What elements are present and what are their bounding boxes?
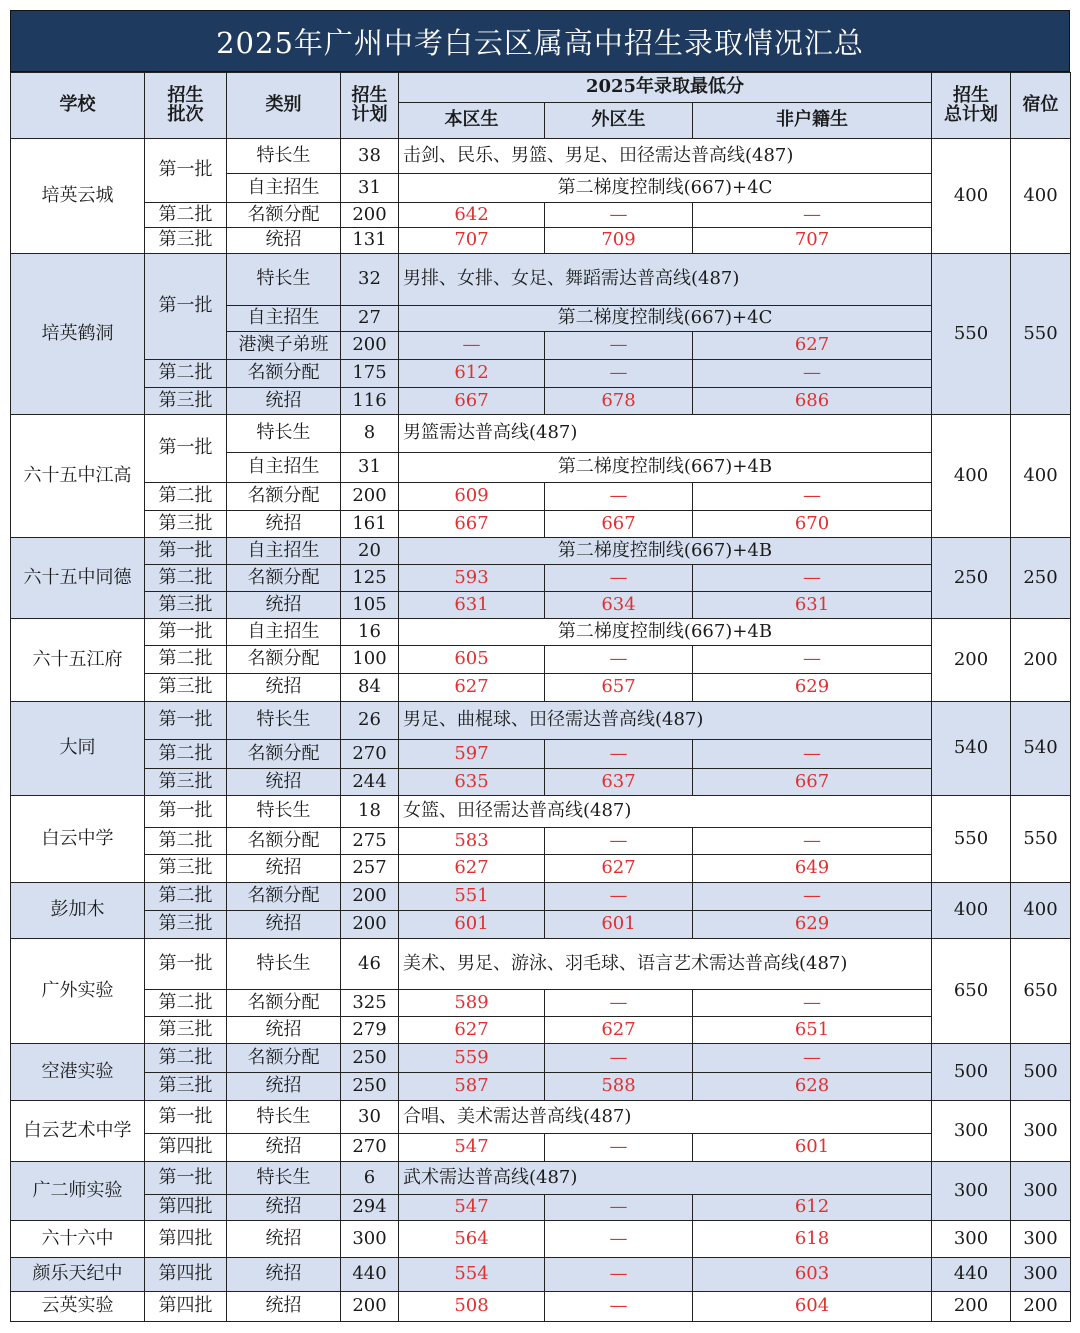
dorm-cell: 400 (1011, 139, 1071, 254)
category-cell: 名额分配 (227, 828, 341, 855)
total-plan-cell: 200 (932, 619, 1011, 702)
plan-cell: 250 (341, 1044, 399, 1073)
score-non-resident-cell: 604 (693, 1292, 932, 1322)
category-cell: 特长生 (227, 939, 341, 990)
score-other-district-cell: — (545, 646, 693, 674)
school-name-cell: 白云中学 (11, 796, 145, 883)
category-cell: 名额分配 (227, 203, 341, 228)
category-cell: 名额分配 (227, 883, 341, 911)
category-cell: 统招 (227, 1292, 341, 1322)
batch-cell: 第一批 (145, 1162, 227, 1195)
plan-cell: 270 (341, 1134, 399, 1162)
plan-cell: 440 (341, 1258, 399, 1292)
requirement-note-cell: 美术、男足、游泳、羽毛球、语言艺术需达普高线(487) (399, 939, 932, 990)
score-local-cell: 627 (399, 1017, 545, 1044)
batch-cell: 第一批 (145, 254, 227, 360)
score-non-resident-cell: 628 (693, 1073, 932, 1101)
category-cell: 名额分配 (227, 1044, 341, 1073)
category-cell: 名额分配 (227, 565, 341, 592)
dorm-cell: 300 (1011, 1221, 1071, 1258)
plan-cell: 116 (341, 388, 399, 415)
table-row (11, 1195, 1071, 1221)
batch-cell: 第一批 (145, 702, 227, 740)
plan-cell: 18 (341, 796, 399, 828)
score-local-cell: 583 (399, 828, 545, 855)
category-cell: 统招 (227, 855, 341, 883)
total-plan-cell: 250 (932, 538, 1011, 619)
plan-cell: 46 (341, 939, 399, 990)
table-row (11, 1221, 1071, 1258)
school-name-cell: 白云艺术中学 (11, 1101, 145, 1162)
category-cell: 名额分配 (227, 740, 341, 769)
plan-cell: 32 (341, 254, 399, 306)
table-row (11, 855, 1071, 883)
score-other-district-cell: — (545, 828, 693, 855)
plan-cell: 100 (341, 646, 399, 674)
plan-cell: 27 (341, 306, 399, 332)
batch-cell: 第一批 (145, 415, 227, 483)
dorm-cell: 300 (1011, 1258, 1071, 1292)
total-plan-cell: 500 (932, 1044, 1011, 1101)
category-cell: 名额分配 (227, 990, 341, 1017)
dorm-cell: 540 (1011, 702, 1071, 796)
score-non-resident-cell: 667 (693, 769, 932, 796)
plan-cell: 270 (341, 740, 399, 769)
score-non-resident-cell: — (693, 360, 932, 388)
table-row (11, 911, 1071, 939)
score-other-district-cell: — (545, 1292, 693, 1322)
table-header (11, 73, 1071, 139)
requirement-note-cell: 合唱、美术需达普高线(487) (399, 1101, 932, 1134)
score-non-resident-cell: 670 (693, 511, 932, 538)
plan-cell: 30 (341, 1101, 399, 1134)
page-title: 2025年广州中考白云区属高中招生录取情况汇总 (10, 10, 1070, 72)
plan-cell: 20 (341, 538, 399, 565)
plan-cell: 200 (341, 483, 399, 511)
col-header-plan: 招生 计划 (341, 73, 399, 139)
batch-cell: 第三批 (145, 1017, 227, 1044)
batch-cell: 第一批 (145, 619, 227, 646)
plan-cell: 175 (341, 360, 399, 388)
dorm-cell: 200 (1011, 619, 1071, 702)
dorm-cell: 550 (1011, 796, 1071, 883)
score-local-cell: 667 (399, 388, 545, 415)
requirement-note-cell: 第二梯度控制线(667)+4B (399, 619, 932, 646)
batch-cell: 第二批 (145, 1044, 227, 1073)
category-cell: 特长生 (227, 139, 341, 174)
category-cell: 特长生 (227, 702, 341, 740)
total-plan-cell: 400 (932, 883, 1011, 939)
table-row (11, 592, 1071, 619)
score-non-resident-cell: — (693, 828, 932, 855)
batch-cell: 第一批 (145, 796, 227, 828)
score-local-cell: 554 (399, 1258, 545, 1292)
batch-cell: 第三批 (145, 511, 227, 538)
school-name-cell: 广外实验 (11, 939, 145, 1044)
category-cell: 统招 (227, 1134, 341, 1162)
score-non-resident-cell: — (693, 646, 932, 674)
category-cell: 自主招生 (227, 306, 341, 332)
col-header-dorm: 宿位 (1011, 73, 1071, 139)
category-cell: 特长生 (227, 796, 341, 828)
score-local-cell: 627 (399, 855, 545, 883)
col-header-school: 学校 (11, 73, 145, 139)
dorm-cell: 400 (1011, 415, 1071, 538)
col-header-minscore: 2025年录取最低分 (399, 73, 932, 103)
score-local-cell: — (399, 332, 545, 360)
table-row (11, 769, 1071, 796)
requirement-note-cell: 武术需达普高线(487) (399, 1162, 932, 1195)
table-row (11, 565, 1071, 592)
category-cell: 名额分配 (227, 483, 341, 511)
plan-cell: 31 (341, 174, 399, 203)
score-non-resident-cell: — (693, 483, 932, 511)
category-cell: 自主招生 (227, 619, 341, 646)
batch-cell: 第三批 (145, 228, 227, 254)
score-other-district-cell: 709 (545, 228, 693, 254)
plan-cell: 250 (341, 1073, 399, 1101)
total-plan-cell: 550 (932, 796, 1011, 883)
requirement-note-cell: 击剑、民乐、男篮、男足、田径需达普高线(487) (399, 139, 932, 174)
table-row (11, 415, 1071, 453)
school-name-cell: 六十五中同德 (11, 538, 145, 619)
col-header-non-resident: 非户籍生 (693, 103, 932, 139)
requirement-note-cell: 第二梯度控制线(667)+4B (399, 538, 932, 565)
dorm-cell: 300 (1011, 1162, 1071, 1221)
score-local-cell: 642 (399, 203, 545, 228)
score-other-district-cell: — (545, 483, 693, 511)
score-local-cell: 667 (399, 511, 545, 538)
score-non-resident-cell: — (693, 203, 932, 228)
batch-cell: 第三批 (145, 388, 227, 415)
total-plan-cell: 300 (932, 1101, 1011, 1162)
school-name-cell: 空港实验 (11, 1044, 145, 1101)
total-plan-cell: 300 (932, 1221, 1011, 1258)
score-non-resident-cell: — (693, 990, 932, 1017)
category-cell: 统招 (227, 674, 341, 702)
table-row (11, 796, 1071, 828)
batch-cell: 第四批 (145, 1195, 227, 1221)
batch-cell: 第二批 (145, 483, 227, 511)
table-row (11, 360, 1071, 388)
total-plan-cell: 300 (932, 1162, 1011, 1221)
score-local-cell: 612 (399, 360, 545, 388)
requirement-note-cell: 第二梯度控制线(667)+4C (399, 306, 932, 332)
dorm-cell: 550 (1011, 254, 1071, 415)
score-non-resident-cell: 707 (693, 228, 932, 254)
requirement-note-cell: 男排、女排、女足、舞蹈需达普高线(487) (399, 254, 932, 306)
table-row (11, 1044, 1071, 1073)
dorm-cell: 200 (1011, 1292, 1071, 1322)
admission-table (10, 72, 1071, 1322)
category-cell: 特长生 (227, 1101, 341, 1134)
plan-cell: 31 (341, 453, 399, 483)
score-other-district-cell: 601 (545, 911, 693, 939)
table-row (11, 203, 1071, 228)
score-local-cell: 547 (399, 1195, 545, 1221)
category-cell: 统招 (227, 228, 341, 254)
score-non-resident-cell: — (693, 883, 932, 911)
table-row (11, 538, 1071, 565)
score-non-resident-cell: 651 (693, 1017, 932, 1044)
score-other-district-cell: — (545, 1221, 693, 1258)
score-other-district-cell: — (545, 360, 693, 388)
plan-cell: 279 (341, 1017, 399, 1044)
category-cell: 特长生 (227, 254, 341, 306)
batch-cell: 第三批 (145, 592, 227, 619)
table-row (11, 511, 1071, 538)
table-row (11, 1258, 1071, 1292)
table-row (11, 1162, 1071, 1195)
plan-cell: 275 (341, 828, 399, 855)
batch-cell: 第一批 (145, 139, 227, 203)
table-row (11, 619, 1071, 646)
requirement-note-cell: 第二梯度控制线(667)+4B (399, 453, 932, 483)
score-non-resident-cell: 629 (693, 911, 932, 939)
category-cell: 统招 (227, 592, 341, 619)
category-cell: 统招 (227, 769, 341, 796)
batch-cell: 第四批 (145, 1258, 227, 1292)
table-row (11, 740, 1071, 769)
total-plan-cell: 400 (932, 139, 1011, 254)
batch-cell: 第三批 (145, 911, 227, 939)
batch-cell: 第二批 (145, 828, 227, 855)
score-local-cell: 593 (399, 565, 545, 592)
score-other-district-cell: 627 (545, 855, 693, 883)
score-other-district-cell: 588 (545, 1073, 693, 1101)
batch-cell: 第二批 (145, 740, 227, 769)
score-local-cell: 609 (399, 483, 545, 511)
score-local-cell: 627 (399, 674, 545, 702)
table-row (11, 828, 1071, 855)
score-local-cell: 559 (399, 1044, 545, 1073)
score-non-resident-cell: 618 (693, 1221, 932, 1258)
score-local-cell: 547 (399, 1134, 545, 1162)
batch-cell: 第一批 (145, 1101, 227, 1134)
plan-cell: 38 (341, 139, 399, 174)
score-local-cell: 601 (399, 911, 545, 939)
table-row (11, 1073, 1071, 1101)
category-cell: 统招 (227, 1073, 341, 1101)
dorm-cell: 650 (1011, 939, 1071, 1044)
plan-cell: 257 (341, 855, 399, 883)
plan-cell: 200 (341, 203, 399, 228)
category-cell: 自主招生 (227, 453, 341, 483)
plan-cell: 8 (341, 415, 399, 453)
category-cell: 特长生 (227, 1162, 341, 1195)
school-name-cell: 广二师实验 (11, 1162, 145, 1221)
school-name-cell: 六十五中江高 (11, 415, 145, 538)
score-other-district-cell: — (545, 883, 693, 911)
score-local-cell: 551 (399, 883, 545, 911)
score-other-district-cell: 657 (545, 674, 693, 702)
requirement-note-cell: 第二梯度控制线(667)+4C (399, 174, 932, 203)
batch-cell: 第一批 (145, 538, 227, 565)
score-non-resident-cell: 686 (693, 388, 932, 415)
score-other-district-cell: 627 (545, 1017, 693, 1044)
score-other-district-cell: — (545, 565, 693, 592)
category-cell: 自主招生 (227, 174, 341, 203)
table-row (11, 139, 1071, 174)
batch-cell: 第四批 (145, 1292, 227, 1322)
score-other-district-cell: — (545, 203, 693, 228)
batch-cell: 第四批 (145, 1134, 227, 1162)
score-local-cell: 589 (399, 990, 545, 1017)
score-non-resident-cell: 631 (693, 592, 932, 619)
batch-cell: 第二批 (145, 990, 227, 1017)
table-body (11, 139, 1071, 1322)
category-cell: 统招 (227, 911, 341, 939)
category-cell: 统招 (227, 1221, 341, 1258)
table-row (11, 483, 1071, 511)
total-plan-cell: 440 (932, 1258, 1011, 1292)
score-other-district-cell: — (545, 1258, 693, 1292)
table-row (11, 1292, 1071, 1322)
score-local-cell: 508 (399, 1292, 545, 1322)
plan-cell: 125 (341, 565, 399, 592)
requirement-note-cell: 男足、曲棍球、田径需达普高线(487) (399, 702, 932, 740)
batch-cell: 第一批 (145, 939, 227, 990)
table-row (11, 388, 1071, 415)
school-name-cell: 颜乐天纪中 (11, 1258, 145, 1292)
score-local-cell: 635 (399, 769, 545, 796)
plan-cell: 200 (341, 332, 399, 360)
score-non-resident-cell: 627 (693, 332, 932, 360)
table-row (11, 674, 1071, 702)
batch-cell: 第三批 (145, 855, 227, 883)
score-non-resident-cell: — (693, 1044, 932, 1073)
score-local-cell: 564 (399, 1221, 545, 1258)
col-header-batch: 招生 批次 (145, 73, 227, 139)
total-plan-cell: 200 (932, 1292, 1011, 1322)
score-non-resident-cell: 601 (693, 1134, 932, 1162)
col-header-other-district: 外区生 (545, 103, 693, 139)
plan-cell: 200 (341, 1292, 399, 1322)
batch-cell: 第二批 (145, 360, 227, 388)
batch-cell: 第三批 (145, 1073, 227, 1101)
school-name-cell: 大同 (11, 702, 145, 796)
category-cell: 统招 (227, 1017, 341, 1044)
batch-cell: 第二批 (145, 203, 227, 228)
total-plan-cell: 540 (932, 702, 1011, 796)
school-name-cell: 云英实验 (11, 1292, 145, 1322)
plan-cell: 161 (341, 511, 399, 538)
table-row (11, 1134, 1071, 1162)
score-other-district-cell: — (545, 740, 693, 769)
col-header-total-plan: 招生 总计划 (932, 73, 1011, 139)
category-cell: 特长生 (227, 415, 341, 453)
table-row (11, 939, 1071, 990)
total-plan-cell: 550 (932, 254, 1011, 415)
category-cell: 港澳子弟班 (227, 332, 341, 360)
category-cell: 统招 (227, 1258, 341, 1292)
category-cell: 统招 (227, 1195, 341, 1221)
score-other-district-cell: — (545, 332, 693, 360)
score-other-district-cell: 678 (545, 388, 693, 415)
plan-cell: 294 (341, 1195, 399, 1221)
score-other-district-cell: 637 (545, 769, 693, 796)
plan-cell: 325 (341, 990, 399, 1017)
col-header-local: 本区生 (399, 103, 545, 139)
requirement-note-cell: 男篮需达普高线(487) (399, 415, 932, 453)
category-cell: 统招 (227, 511, 341, 538)
school-name-cell: 六十五江府 (11, 619, 145, 702)
table-row (11, 702, 1071, 740)
school-name-cell: 培英云城 (11, 139, 145, 254)
table-row (11, 990, 1071, 1017)
category-cell: 统招 (227, 388, 341, 415)
requirement-note-cell: 女篮、田径需达普高线(487) (399, 796, 932, 828)
score-other-district-cell: — (545, 1195, 693, 1221)
category-cell: 名额分配 (227, 360, 341, 388)
plan-cell: 200 (341, 911, 399, 939)
school-name-cell: 培英鹤洞 (11, 254, 145, 415)
score-other-district-cell: 667 (545, 511, 693, 538)
plan-cell: 244 (341, 769, 399, 796)
batch-cell: 第四批 (145, 1221, 227, 1258)
score-local-cell: 631 (399, 592, 545, 619)
dorm-cell: 500 (1011, 1044, 1071, 1101)
score-other-district-cell: — (545, 1134, 693, 1162)
table-row (11, 883, 1071, 911)
batch-cell: 第二批 (145, 883, 227, 911)
dorm-cell: 300 (1011, 1101, 1071, 1162)
table-row (11, 1017, 1071, 1044)
score-non-resident-cell: — (693, 565, 932, 592)
score-non-resident-cell: — (693, 740, 932, 769)
score-local-cell: 605 (399, 646, 545, 674)
score-other-district-cell: — (545, 1044, 693, 1073)
total-plan-cell: 650 (932, 939, 1011, 1044)
batch-cell: 第二批 (145, 646, 227, 674)
table-row (11, 254, 1071, 306)
batch-cell: 第二批 (145, 565, 227, 592)
table-row (11, 1101, 1071, 1134)
school-name-cell: 六十六中 (11, 1221, 145, 1258)
plan-cell: 131 (341, 228, 399, 254)
batch-cell: 第三批 (145, 769, 227, 796)
score-other-district-cell: 634 (545, 592, 693, 619)
batch-cell: 第三批 (145, 674, 227, 702)
table-row (11, 228, 1071, 254)
plan-cell: 84 (341, 674, 399, 702)
score-other-district-cell: — (545, 990, 693, 1017)
score-local-cell: 707 (399, 228, 545, 254)
score-non-resident-cell: 649 (693, 855, 932, 883)
school-name-cell: 彭加木 (11, 883, 145, 939)
plan-cell: 26 (341, 702, 399, 740)
plan-cell: 6 (341, 1162, 399, 1195)
score-non-resident-cell: 612 (693, 1195, 932, 1221)
plan-cell: 200 (341, 883, 399, 911)
score-local-cell: 587 (399, 1073, 545, 1101)
category-cell: 名额分配 (227, 646, 341, 674)
col-header-category: 类别 (227, 73, 341, 139)
score-local-cell: 597 (399, 740, 545, 769)
score-non-resident-cell: 629 (693, 674, 932, 702)
total-plan-cell: 400 (932, 415, 1011, 538)
plan-cell: 300 (341, 1221, 399, 1258)
plan-cell: 16 (341, 619, 399, 646)
table-row (11, 646, 1071, 674)
dorm-cell: 400 (1011, 883, 1071, 939)
plan-cell: 105 (341, 592, 399, 619)
dorm-cell: 250 (1011, 538, 1071, 619)
score-non-resident-cell: 603 (693, 1258, 932, 1292)
category-cell: 自主招生 (227, 538, 341, 565)
